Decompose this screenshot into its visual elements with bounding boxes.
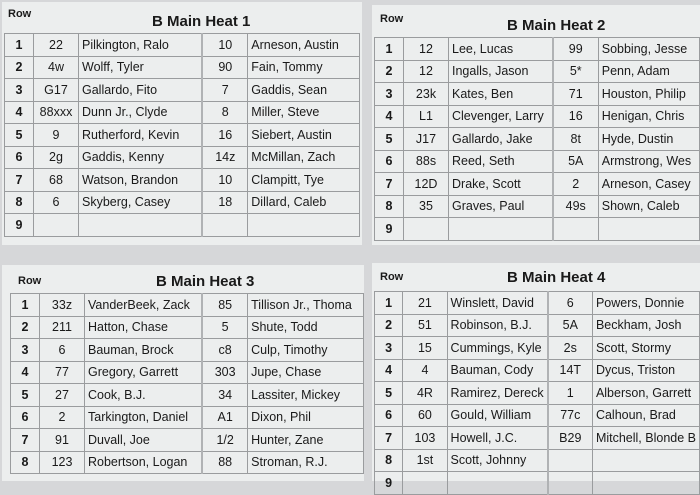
driver-name: Bauman, Brock bbox=[85, 339, 203, 362]
car-number: 12 bbox=[404, 38, 449, 61]
car-number: J17 bbox=[404, 128, 449, 151]
driver-name: Rutherford, Kevin bbox=[79, 124, 203, 147]
car-number: 90 bbox=[202, 56, 248, 79]
driver-name: Gallardo, Jake bbox=[449, 128, 553, 151]
table-row bbox=[375, 128, 700, 151]
car-number: 14T bbox=[548, 359, 593, 382]
row-number: 5 bbox=[375, 128, 404, 151]
driver-name: Duvall, Joe bbox=[85, 429, 203, 452]
car-number: 15 bbox=[403, 337, 447, 360]
car-number: 9 bbox=[34, 124, 79, 147]
heat-2-title: B Main Heat 2 bbox=[507, 17, 606, 34]
heat-3-table bbox=[10, 293, 364, 474]
table-row bbox=[5, 124, 360, 147]
car-number: 5 bbox=[202, 316, 248, 339]
car-number: 123 bbox=[40, 451, 85, 474]
driver-name: Skyberg, Casey bbox=[79, 191, 203, 214]
row-number: 5 bbox=[5, 124, 34, 147]
driver-name: Winslett, David bbox=[447, 292, 548, 315]
table-row bbox=[11, 339, 364, 362]
driver-name: Gaddis, Kenny bbox=[79, 146, 203, 169]
car-number: 4w bbox=[34, 56, 79, 79]
row-header: Row bbox=[380, 13, 404, 25]
driver-name: Howell, J.C. bbox=[447, 427, 548, 450]
driver-name: Hunter, Zane bbox=[248, 429, 364, 452]
driver-name: McMillan, Zach bbox=[248, 146, 360, 169]
car-number: 85 bbox=[202, 294, 248, 317]
car-number: 34 bbox=[202, 384, 248, 407]
heat-4-panel bbox=[372, 263, 700, 490]
car-number: 35 bbox=[404, 195, 449, 218]
row-number: 6 bbox=[5, 146, 34, 169]
table-row bbox=[375, 60, 700, 83]
car-number: 71 bbox=[553, 83, 599, 106]
driver-name: Robinson, B.J. bbox=[447, 314, 548, 337]
row-number: 1 bbox=[375, 38, 404, 61]
car-number: 4R bbox=[403, 382, 447, 405]
car-number: 303 bbox=[202, 361, 248, 384]
car-number: 8 bbox=[202, 101, 248, 124]
driver-name bbox=[592, 449, 699, 472]
driver-name: Watson, Brandon bbox=[79, 169, 203, 192]
driver-name: Siebert, Austin bbox=[248, 124, 360, 147]
row-number: 4 bbox=[5, 101, 34, 124]
driver-name: VanderBeek, Zack bbox=[85, 294, 203, 317]
driver-name: Wolff, Tyler bbox=[79, 56, 203, 79]
car-number: 2 bbox=[40, 406, 85, 429]
driver-name bbox=[248, 214, 360, 237]
row-number: 1 bbox=[375, 292, 403, 315]
car-number: 6 bbox=[34, 191, 79, 214]
table-row bbox=[375, 105, 700, 128]
table-row bbox=[5, 34, 360, 57]
car-number: 211 bbox=[40, 316, 85, 339]
driver-name: Cook, B.J. bbox=[85, 384, 203, 407]
row-number: 1 bbox=[5, 34, 34, 57]
table-row bbox=[375, 449, 700, 472]
car-number: 5A bbox=[553, 150, 599, 173]
driver-name: Arneson, Austin bbox=[248, 34, 360, 57]
driver-name: Ramirez, Dereck bbox=[447, 382, 548, 405]
driver-name: Cummings, Kyle bbox=[447, 337, 548, 360]
car-number: 21 bbox=[403, 292, 447, 315]
car-number: 88xxx bbox=[34, 101, 79, 124]
row-number: 7 bbox=[375, 173, 404, 196]
driver-name: Dixon, Phil bbox=[248, 406, 364, 429]
driver-name: Gould, William bbox=[447, 404, 548, 427]
table-row bbox=[5, 101, 360, 124]
car-number: 27 bbox=[40, 384, 85, 407]
driver-name: Jupe, Chase bbox=[248, 361, 364, 384]
driver-name: Gallardo, Fito bbox=[79, 79, 203, 102]
heat-1-table bbox=[4, 33, 360, 237]
row-number: 6 bbox=[375, 404, 403, 427]
car-number: 2 bbox=[553, 173, 599, 196]
row-number: 7 bbox=[11, 429, 40, 452]
car-number: 2s bbox=[548, 337, 593, 360]
row-number: 7 bbox=[5, 169, 34, 192]
driver-name: Miller, Steve bbox=[248, 101, 360, 124]
driver-name bbox=[598, 218, 699, 241]
car-number bbox=[404, 218, 449, 241]
driver-name: Shown, Caleb bbox=[598, 195, 699, 218]
row-number: 9 bbox=[5, 214, 34, 237]
car-number: 77 bbox=[40, 361, 85, 384]
row-number: 4 bbox=[375, 359, 403, 382]
row-number: 8 bbox=[375, 195, 404, 218]
table-row bbox=[11, 294, 364, 317]
car-number: 91 bbox=[40, 429, 85, 452]
row-number: 3 bbox=[11, 339, 40, 362]
car-number: 49s bbox=[553, 195, 599, 218]
car-number: 7 bbox=[202, 79, 248, 102]
car-number bbox=[553, 218, 599, 241]
row-number: 1 bbox=[11, 294, 40, 317]
table-row bbox=[375, 427, 700, 450]
car-number: G17 bbox=[34, 79, 79, 102]
row-number: 4 bbox=[11, 361, 40, 384]
driver-name: Powers, Donnie bbox=[592, 292, 699, 315]
car-number: 10 bbox=[202, 34, 248, 57]
table-row bbox=[5, 56, 360, 79]
car-number: 1/2 bbox=[202, 429, 248, 452]
car-number: 16 bbox=[202, 124, 248, 147]
table-row bbox=[5, 79, 360, 102]
driver-name: Kates, Ben bbox=[449, 83, 553, 106]
row-number: 8 bbox=[5, 191, 34, 214]
table-row bbox=[11, 406, 364, 429]
row-number: 2 bbox=[375, 60, 404, 83]
table-row bbox=[5, 191, 360, 214]
car-number: 16 bbox=[553, 105, 599, 128]
row-number: 3 bbox=[375, 83, 404, 106]
car-number: 22 bbox=[34, 34, 79, 57]
row-number: 7 bbox=[375, 427, 403, 450]
heat-1-title: B Main Heat 1 bbox=[152, 13, 251, 30]
car-number: 103 bbox=[403, 427, 447, 450]
car-number: 23k bbox=[404, 83, 449, 106]
driver-name: Scott, Johnny bbox=[447, 449, 548, 472]
driver-name: Mitchell, Blonde B bbox=[592, 427, 699, 450]
driver-name: Alberson, Garrett bbox=[592, 382, 699, 405]
row-header: Row bbox=[18, 275, 42, 287]
table-row bbox=[375, 150, 700, 173]
car-number: 2g bbox=[34, 146, 79, 169]
driver-name: Fain, Tommy bbox=[248, 56, 360, 79]
table-row bbox=[375, 359, 700, 382]
row-number: 9 bbox=[375, 218, 404, 241]
driver-name: Graves, Paul bbox=[449, 195, 553, 218]
car-number: 99 bbox=[553, 38, 599, 61]
car-number: 6 bbox=[548, 292, 593, 315]
table-row bbox=[375, 292, 700, 315]
driver-name: Penn, Adam bbox=[598, 60, 699, 83]
driver-name: Pilkington, Ralo bbox=[79, 34, 203, 57]
car-number: 68 bbox=[34, 169, 79, 192]
driver-name: Dillard, Caleb bbox=[248, 191, 360, 214]
row-header: Row bbox=[380, 271, 404, 283]
car-number: 77c bbox=[548, 404, 593, 427]
car-number: 6 bbox=[40, 339, 85, 362]
car-number: 88 bbox=[202, 451, 248, 474]
row-number: 3 bbox=[5, 79, 34, 102]
driver-name: Gaddis, Sean bbox=[248, 79, 360, 102]
car-number bbox=[202, 214, 248, 237]
table-row bbox=[5, 146, 360, 169]
car-number: 18 bbox=[202, 191, 248, 214]
driver-name: Dunn Jr., Clyde bbox=[79, 101, 203, 124]
driver-name bbox=[447, 472, 548, 495]
driver-name: Sobbing, Jesse bbox=[598, 38, 699, 61]
table-row bbox=[375, 83, 700, 106]
driver-name bbox=[79, 214, 203, 237]
driver-name: Gregory, Garrett bbox=[85, 361, 203, 384]
driver-name bbox=[592, 472, 699, 495]
row-number: 2 bbox=[5, 56, 34, 79]
car-number: 14z bbox=[202, 146, 248, 169]
table-row bbox=[375, 472, 700, 495]
driver-name: Tarkington, Daniel bbox=[85, 406, 203, 429]
car-number: L1 bbox=[404, 105, 449, 128]
heat-4-title: B Main Heat 4 bbox=[507, 269, 606, 286]
driver-name: Clevenger, Larry bbox=[449, 105, 553, 128]
heat-1-panel bbox=[2, 2, 362, 245]
table-row bbox=[375, 404, 700, 427]
driver-name: Lassiter, Mickey bbox=[248, 384, 364, 407]
driver-name: Scott, Stormy bbox=[592, 337, 699, 360]
table-row bbox=[375, 314, 700, 337]
car-number: 1st bbox=[403, 449, 447, 472]
driver-name: Lee, Lucas bbox=[449, 38, 553, 61]
row-number: 6 bbox=[375, 150, 404, 173]
car-number bbox=[34, 214, 79, 237]
driver-name: Bauman, Cody bbox=[447, 359, 548, 382]
table-row bbox=[11, 451, 364, 474]
driver-name: Dycus, Triston bbox=[592, 359, 699, 382]
driver-name: Henigan, Chris bbox=[598, 105, 699, 128]
table-row bbox=[375, 337, 700, 360]
car-number: c8 bbox=[202, 339, 248, 362]
car-number: 10 bbox=[202, 169, 248, 192]
table-row bbox=[11, 316, 364, 339]
row-number: 5 bbox=[11, 384, 40, 407]
driver-name bbox=[449, 218, 553, 241]
car-number: 5A bbox=[548, 314, 593, 337]
car-number bbox=[403, 472, 447, 495]
heat-4-table bbox=[374, 291, 700, 495]
car-number: 5* bbox=[553, 60, 599, 83]
table-row bbox=[5, 169, 360, 192]
driver-name: Shute, Todd bbox=[248, 316, 364, 339]
table-row bbox=[375, 173, 700, 196]
driver-name: Hyde, Dustin bbox=[598, 128, 699, 151]
table-row bbox=[11, 384, 364, 407]
car-number: 33z bbox=[40, 294, 85, 317]
table-row bbox=[11, 429, 364, 452]
driver-name: Drake, Scott bbox=[449, 173, 553, 196]
row-number: 8 bbox=[375, 449, 403, 472]
row-number: 8 bbox=[11, 451, 40, 474]
table-row bbox=[5, 214, 360, 237]
driver-name: Hatton, Chase bbox=[85, 316, 203, 339]
row-number: 6 bbox=[11, 406, 40, 429]
driver-name: Culp, Timothy bbox=[248, 339, 364, 362]
driver-name: Ingalls, Jason bbox=[449, 60, 553, 83]
car-number: 12 bbox=[404, 60, 449, 83]
driver-name: Clampitt, Tye bbox=[248, 169, 360, 192]
car-number: 1 bbox=[548, 382, 593, 405]
car-number: B29 bbox=[548, 427, 593, 450]
car-number: 8t bbox=[553, 128, 599, 151]
row-header: Row bbox=[8, 8, 32, 20]
row-number: 2 bbox=[11, 316, 40, 339]
driver-name: Reed, Seth bbox=[449, 150, 553, 173]
table-row bbox=[11, 361, 364, 384]
driver-name: Arneson, Casey bbox=[598, 173, 699, 196]
row-number: 9 bbox=[375, 472, 403, 495]
car-number: 88s bbox=[404, 150, 449, 173]
heat-2-table bbox=[374, 37, 700, 241]
row-number: 2 bbox=[375, 314, 403, 337]
car-number: 51 bbox=[403, 314, 447, 337]
car-number: 12D bbox=[404, 173, 449, 196]
driver-name: Robertson, Logan bbox=[85, 451, 203, 474]
table-row bbox=[375, 38, 700, 61]
driver-name: Armstrong, Wes bbox=[598, 150, 699, 173]
row-number: 3 bbox=[375, 337, 403, 360]
car-number bbox=[548, 472, 593, 495]
heat-2-panel bbox=[372, 5, 700, 245]
car-number: 60 bbox=[403, 404, 447, 427]
table-row bbox=[375, 218, 700, 241]
driver-name: Stroman, R.J. bbox=[248, 451, 364, 474]
driver-name: Beckham, Josh bbox=[592, 314, 699, 337]
car-number: A1 bbox=[202, 406, 248, 429]
row-number: 4 bbox=[375, 105, 404, 128]
table-row bbox=[375, 195, 700, 218]
heat-3-title: B Main Heat 3 bbox=[156, 273, 255, 290]
driver-name: Calhoun, Brad bbox=[592, 404, 699, 427]
heat-3-panel bbox=[2, 265, 364, 481]
driver-name: Tillison Jr., Thoma bbox=[248, 294, 364, 317]
car-number: 4 bbox=[403, 359, 447, 382]
car-number bbox=[548, 449, 593, 472]
table-row bbox=[375, 382, 700, 405]
driver-name: Houston, Philip bbox=[598, 83, 699, 106]
row-number: 5 bbox=[375, 382, 403, 405]
